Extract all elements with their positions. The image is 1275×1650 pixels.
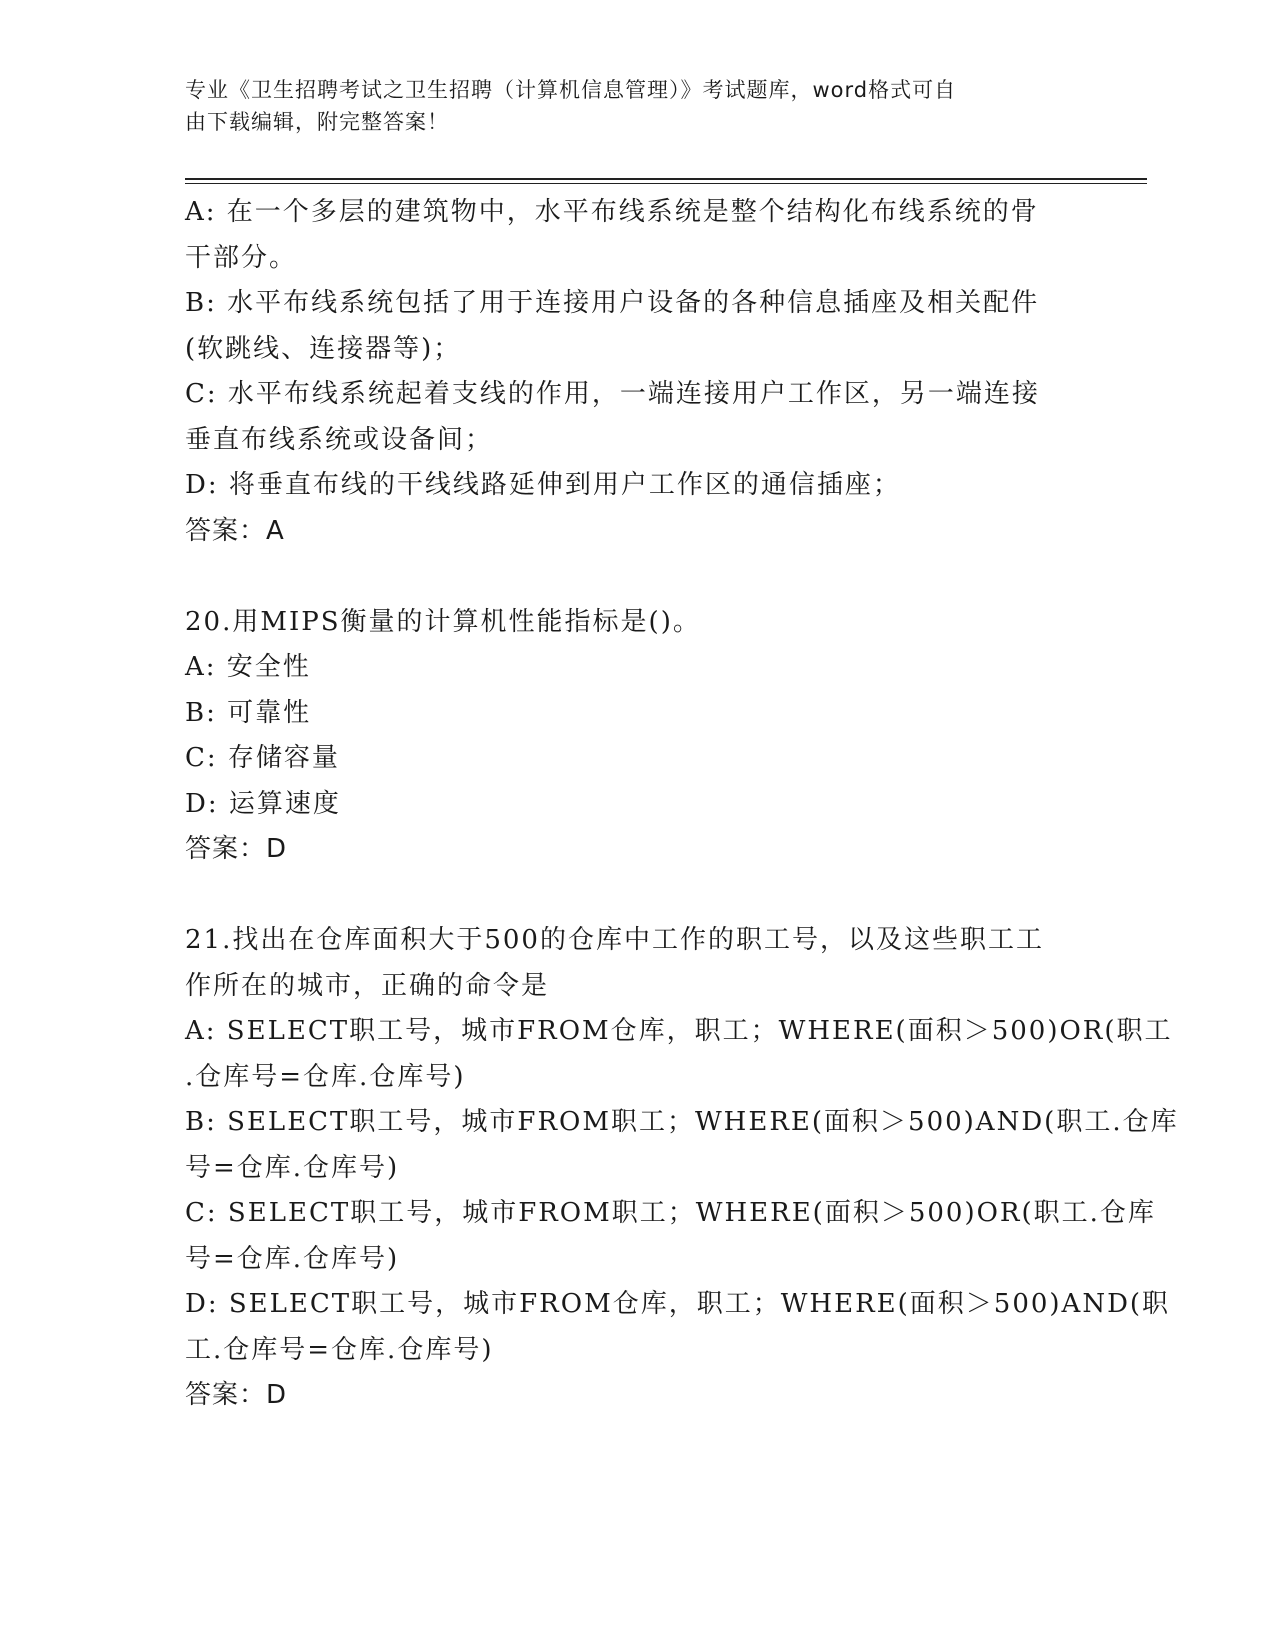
option-a <box>185 1009 1173 1100</box>
option-a <box>185 190 1085 281</box>
question-19 <box>185 190 1085 554</box>
option-line: A: 在一个多层的建筑物中，水平布线系统是整个结构化布线系统的骨 <box>185 197 1039 227</box>
question-content <box>185 190 1179 1419</box>
question-line: 21.找出在仓库面积大于500的仓库中工作的职工号，以及这些职工工 <box>185 925 1044 955</box>
option-line: D: SELECT职工号，城市FROM仓库，职工；WHERE(面积＞500)AND(职 <box>185 1289 1171 1319</box>
option-d: D: 运算速度 <box>185 788 341 819</box>
option-line: C: SELECT职工号，城市FROM职工；WHERE(面积＞500)OR(职工.仓库 <box>185 1198 1156 1228</box>
option-b <box>185 281 1085 372</box>
question-text <box>185 918 1085 1009</box>
header-divider-thin <box>185 183 1147 184</box>
header-line-2: 由下载编辑，附完整答案！ <box>185 110 449 134</box>
option-d <box>185 1282 1171 1373</box>
option-c <box>185 1191 1156 1282</box>
answer-label: 答案：D <box>185 834 288 864</box>
header-line-1: 专业《卫生招聘考试之卫生招聘（计算机信息管理）》考试题库，word格式可自 <box>185 78 957 102</box>
option-line: (软跳线、连接器等)； <box>185 333 462 364</box>
option-line: D: 将垂直布线的干线线路延伸到用户工作区的通信插座； <box>185 470 901 500</box>
option-d <box>185 463 1085 509</box>
option-line: 工.仓库号=仓库.仓库号) <box>185 1334 494 1365</box>
option-line: 垂直布线系统或设备间； <box>185 424 494 455</box>
answer-label: 答案：A <box>185 515 285 546</box>
header-divider-thick <box>185 178 1147 180</box>
option-line: B: 水平布线系统包括了用于连接用户设备的各种信息插座及相关配件 <box>185 288 1040 318</box>
option-b <box>185 1100 1179 1191</box>
option-c: C: 存储容量 <box>185 743 340 773</box>
option-line: 号=仓库.仓库号) <box>185 1243 400 1274</box>
answer-label: 答案：D <box>185 1380 288 1410</box>
question-text: 20.用MIPS衡量的计算机性能指标是()。 <box>185 606 701 637</box>
option-line: 号=仓库.仓库号) <box>185 1152 400 1183</box>
option-line: C: 水平布线系统起着支线的作用，一端连接用户工作区，另一端连接 <box>185 379 1040 409</box>
option-line: B: SELECT职工号，城市FROM职工；WHERE(面积＞500)AND(职工.仓库 <box>185 1107 1179 1137</box>
option-a: A: 安全性 <box>185 652 311 682</box>
document-header <box>185 74 1065 138</box>
option-line: A: SELECT职工号，城市FROM仓库，职工；WHERE(面积＞500)OR(职工 <box>185 1016 1173 1046</box>
option-line: 干部分。 <box>185 242 298 273</box>
question-21 <box>185 918 1179 1419</box>
spacer <box>185 554 1085 600</box>
option-c <box>185 372 1085 463</box>
option-line: .仓库号=仓库.仓库号) <box>185 1061 466 1092</box>
question-line: 作所在的城市，正确的命令是 <box>185 970 550 1001</box>
option-b: B: 可靠性 <box>185 697 312 728</box>
question-20 <box>185 600 1085 873</box>
spacer <box>185 873 1085 919</box>
